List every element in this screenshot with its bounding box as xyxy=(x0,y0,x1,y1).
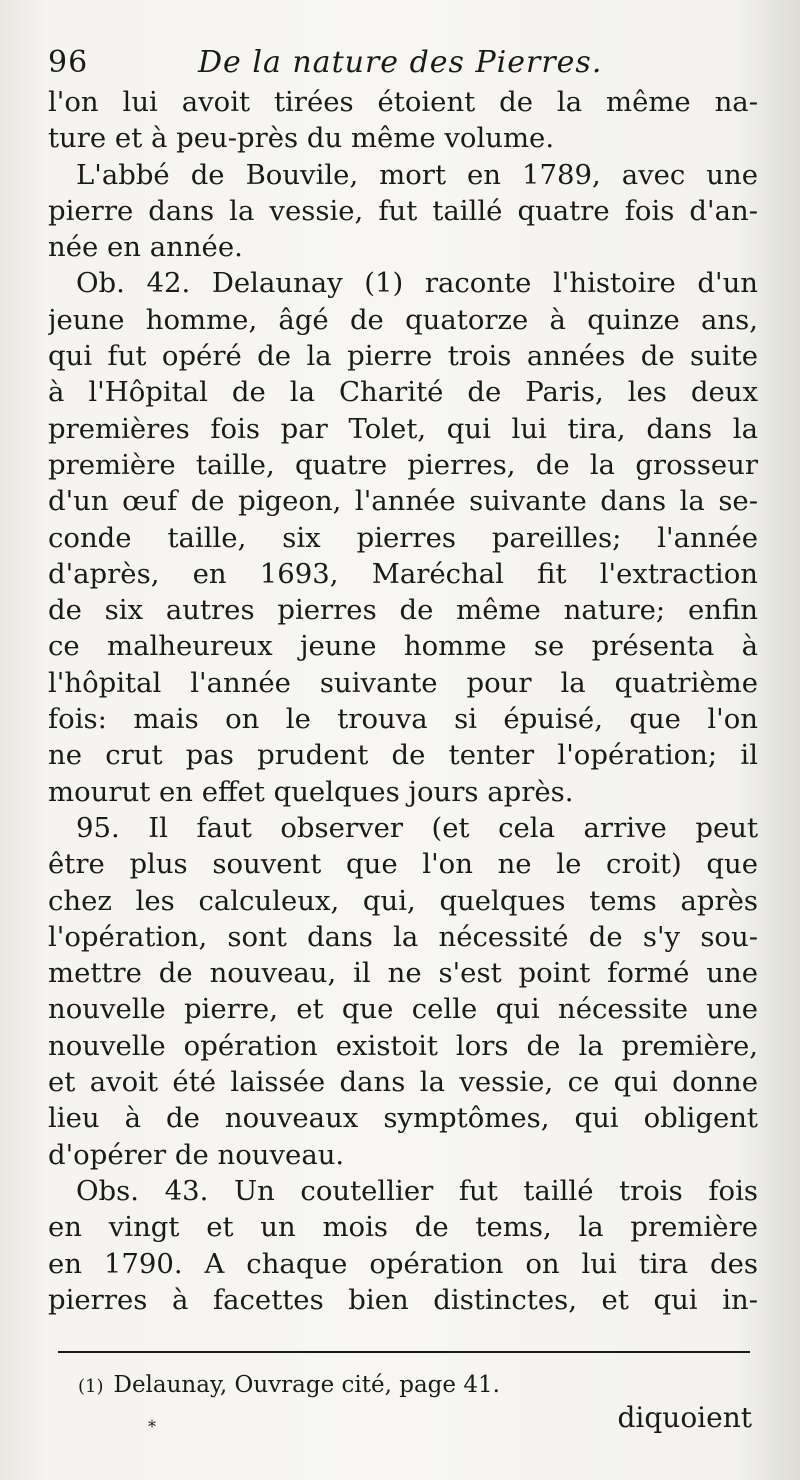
text-line: être plus souvent que l'on ne le croit) que xyxy=(48,848,758,881)
text-line: L'abbé de Bouvile, mort en 1789, avec une xyxy=(76,158,758,191)
text-line: l'on lui avoit tirées étoient de la même na- xyxy=(48,86,758,118)
text-line: Ob. 42. Delaunay (1) raconte l'histoire d'un xyxy=(76,267,758,300)
text-line: en vingt et un mois de tems, la première xyxy=(48,1211,758,1244)
text-line: née en année. xyxy=(48,231,243,264)
text-line: nouvelle opération existoit lors de la première, xyxy=(48,1029,758,1062)
text-line: fois: mais on le trouva si épuisé, que l'on xyxy=(48,703,758,736)
text-line: ne crut pas prudent de tenter l'opération; il xyxy=(48,739,758,772)
footnote xyxy=(78,1368,500,1404)
footnote-text: Delaunay, Ouvrage cité, page 41. xyxy=(113,1372,500,1398)
text-line: et avoit été laissée dans la vessie, ce qui donne xyxy=(48,1066,758,1099)
text-line: l'hôpital l'année suivante pour la quatrième xyxy=(48,666,758,699)
footnote-divider xyxy=(58,1351,750,1353)
catchword: diquoient xyxy=(617,1401,752,1434)
text-line: qui fut opéré de la pierre trois années de suite xyxy=(48,340,758,373)
text-line: pierre dans la vessie, fut taillé quatre fois d'an- xyxy=(48,194,758,227)
text-line: nouvelle pierre, et que celle qui nécessite une xyxy=(48,993,758,1026)
page-header xyxy=(48,40,768,86)
text-line: ture et à peu-près du même volume. xyxy=(48,122,555,155)
text-line: pierres à facettes bien distinctes, et qui in- xyxy=(48,1283,758,1316)
text-line: mourut en effet quelques jours après. xyxy=(48,775,574,808)
text-line: en 1790. A chaque opération on lui tira des xyxy=(48,1247,758,1280)
text-line: d'opérer de nouveau. xyxy=(48,1138,345,1171)
text-line: première taille, quatre pierres, de la grosseur xyxy=(48,448,758,481)
text-line: ce malheureux jeune homme se présenta à xyxy=(48,630,758,663)
text-line: l'opération, sont dans la nécessité de s'y sou- xyxy=(48,920,758,953)
text-line: mettre de nouveau, il ne s'est point formé une xyxy=(48,957,758,990)
text-line: d'un œuf de pigeon, l'année suivante dans la se- xyxy=(48,485,758,518)
text-line: conde taille, six pierres pareilles; l'année xyxy=(48,521,758,554)
text-line: de six autres pierres de même nature; enfin xyxy=(48,594,758,627)
footnote-marker: (1) xyxy=(78,1376,104,1397)
text-line: 95. Il faut observer (et cela arrive peut xyxy=(76,811,758,844)
text-line: lieu à de nouveaux symptômes, qui obligent xyxy=(48,1102,758,1135)
text-line: à l'Hôpital de la Charité de Paris, les deux xyxy=(48,376,758,409)
text-line: Obs. 43. Un coutellier fut taillé trois fois xyxy=(76,1174,758,1207)
text-line: premières fois par Tolet, qui lui tira, dans la xyxy=(48,412,758,445)
text-line: jeune homme, âgé de quatorze à quinze ans, xyxy=(48,303,758,336)
body-text xyxy=(48,84,758,1318)
text-line: chez les calculeux, qui, quelques tems après xyxy=(48,884,758,917)
signature-star-mark: * xyxy=(148,1417,156,1436)
text-line: d'après, en 1693, Maréchal fit l'extraction xyxy=(48,557,758,590)
running-title: De la nature des Pierres. xyxy=(198,45,603,80)
page-number: 96 xyxy=(48,45,89,80)
